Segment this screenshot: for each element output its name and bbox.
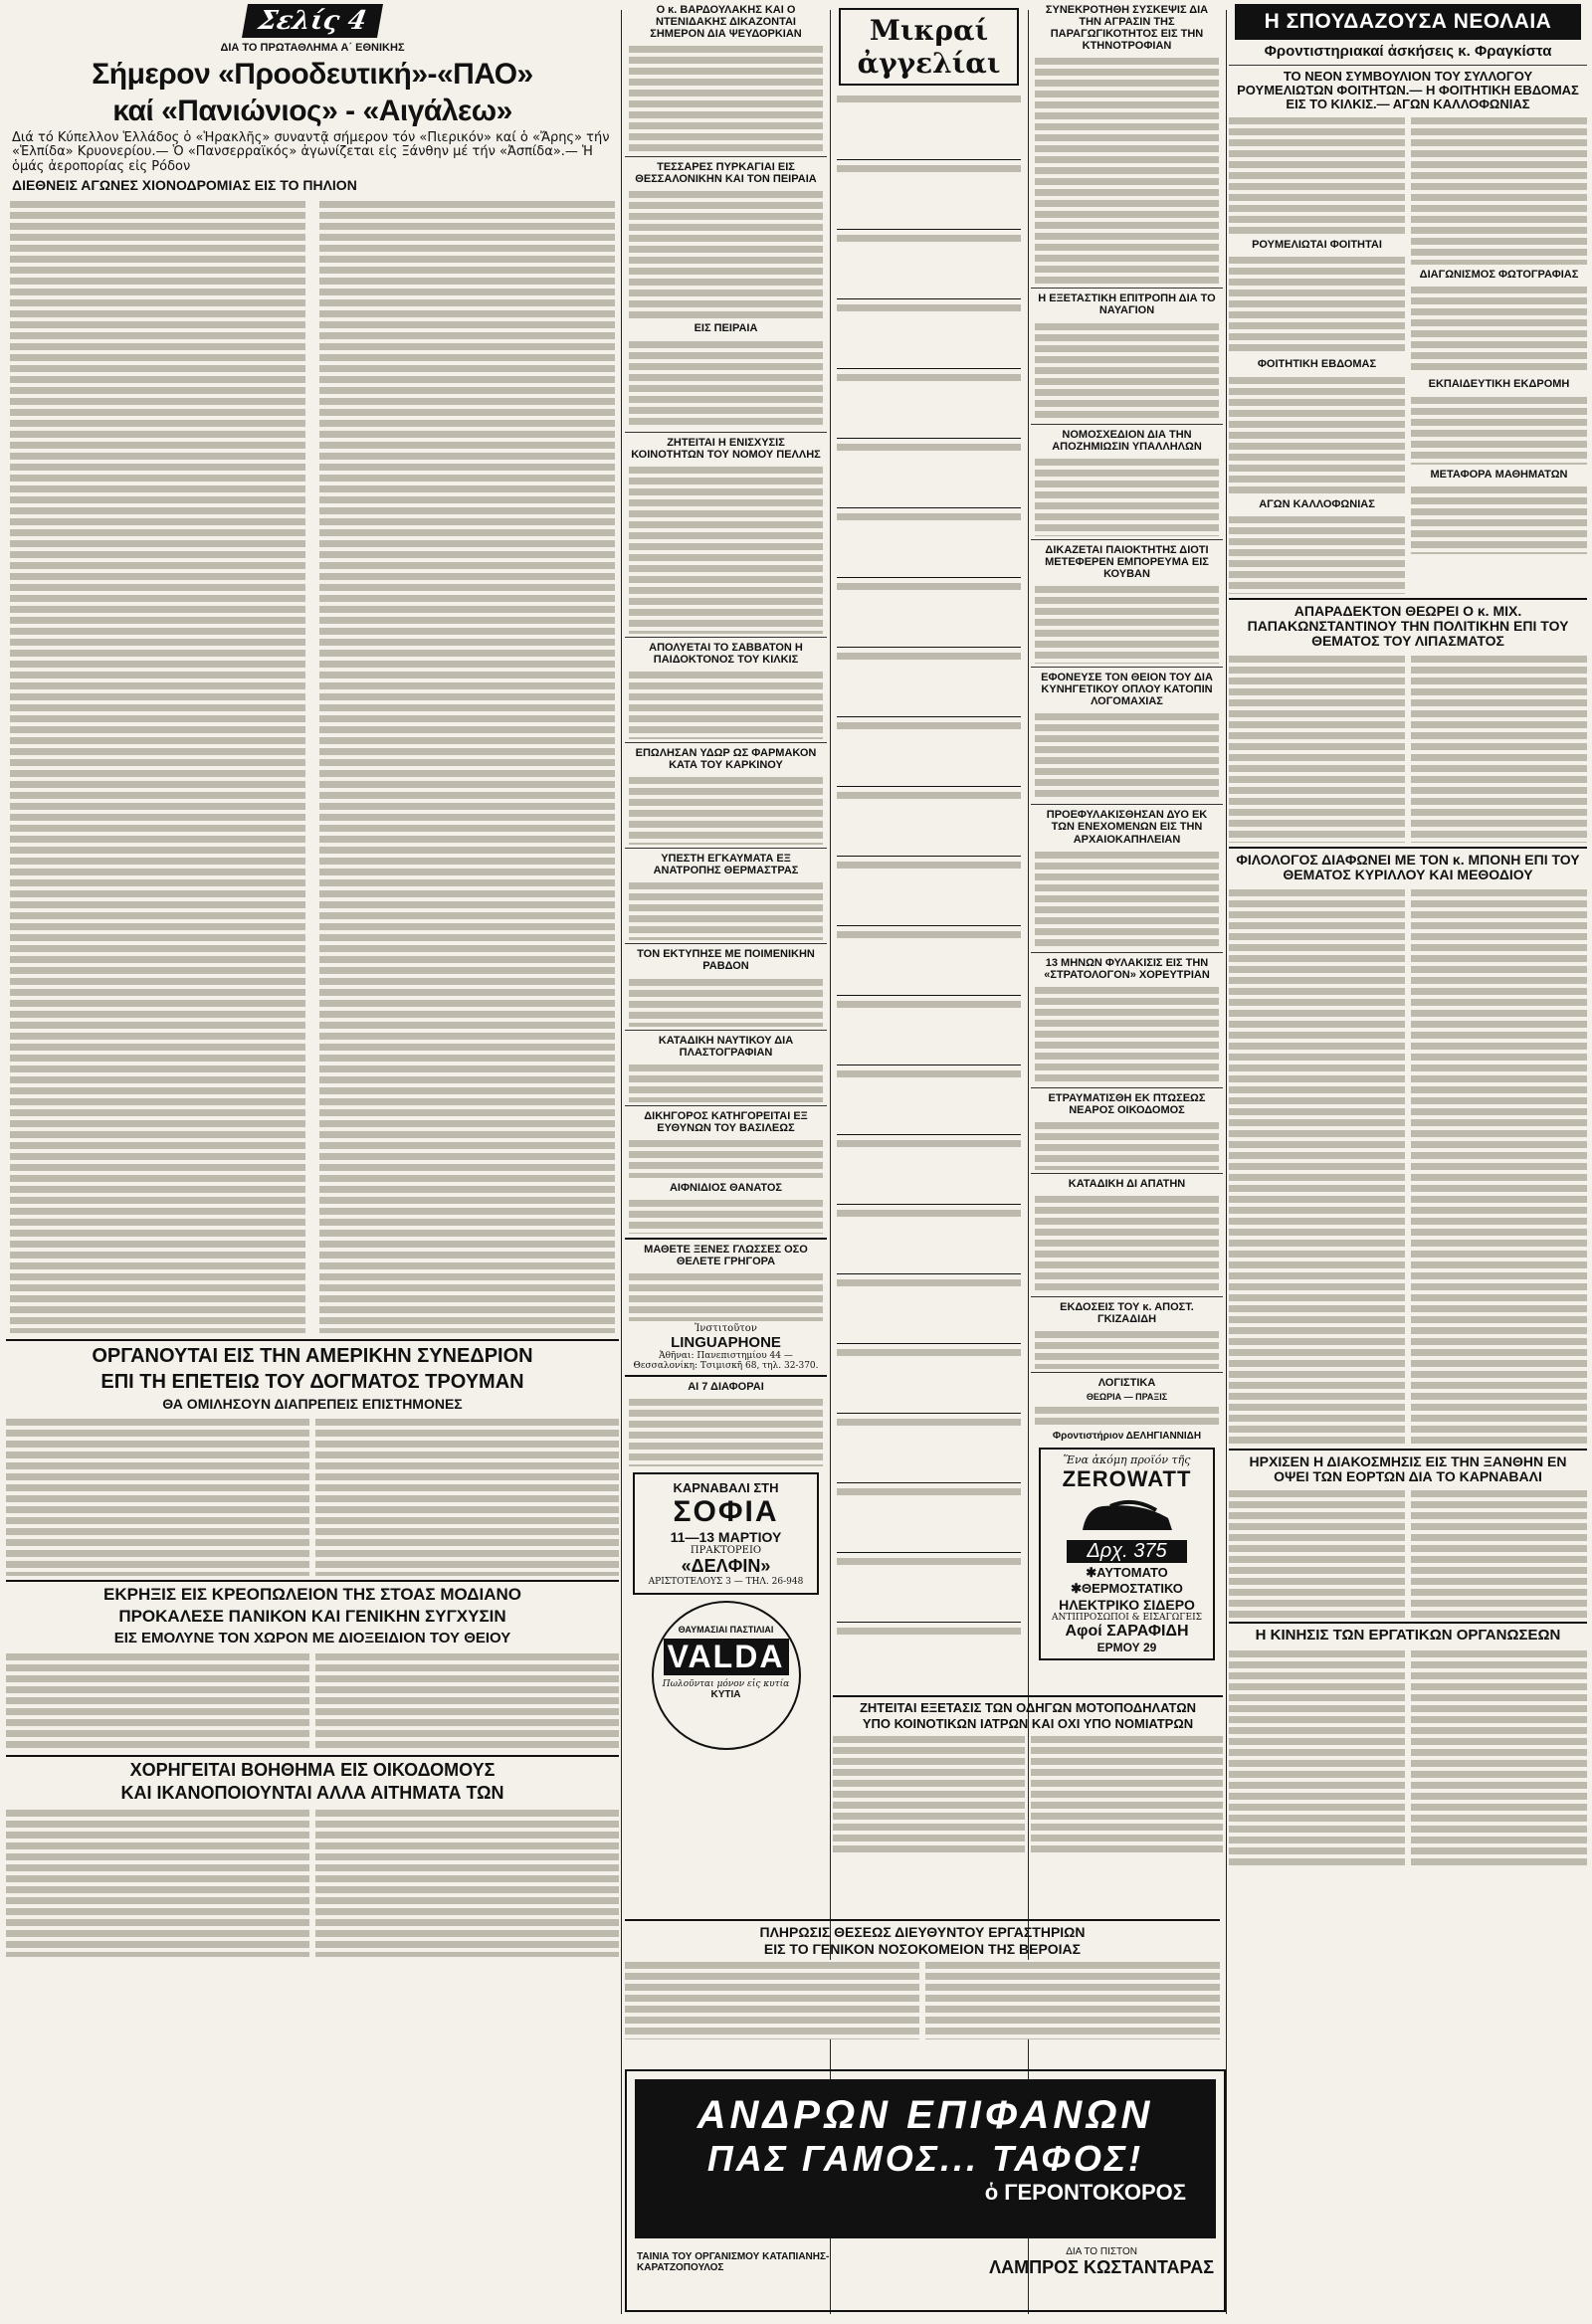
article-body: [1035, 711, 1219, 801]
ad-line: Ἕνα ἀκόμη προϊόν τῆς: [1063, 1453, 1191, 1467]
article-body: [1411, 115, 1587, 265]
headline: ΑΙΦΝΙΔΙΟΣ ΘΑΝΑΤΟΣ: [669, 1181, 783, 1194]
article-body: [629, 1063, 823, 1102]
headline: ΕΙΣ ΤΟ ΓΕΝΙΚΟΝ ΝΟΣΟΚΟΜΕΙΟΝ ΤΗΣ ΒΕΡΟΙΑΣ: [763, 1941, 1082, 1958]
column-youth: [1229, 0, 1587, 2324]
headline: ΑΠΑΡΑΔΕΚΤΟΝ ΘΕΩΡΕΙ Ο κ. ΜΙΧ. ΠΑΠΑΚΩΝΣΤΑΝΤΙΝΟΥ ΤΗΝ ΠΟΛΙΤΙΚΗΝ ΕΠΙ ΤΟΥ ΘΕΜΑΤΟΣ ΤΟΥ ΛΙΠΑΣΜΑΤΟΣ: [1247, 602, 1569, 650]
article-col: [1229, 115, 1405, 593]
headline: ΝΟΜΟΣΧΕΔΙΟΝ ΔΙΑ ΤΗΝ ΑΠΟΖΗΜΙΩΣΙΝ ΥΠΑΛΛΗΛΩΝ: [1052, 428, 1202, 453]
article-body: [629, 465, 823, 634]
ad-company: Αφοί ΣΑΡΑΦΙΔΗ: [1065, 1623, 1189, 1641]
article-body: [629, 775, 823, 845]
headline: Η ΚΙΝΗΣΙΣ ΤΩΝ ΕΡΓΑΤΙΚΩΝ ΟΡΓΑΝΩΣΕΩΝ: [1255, 1627, 1561, 1645]
film-director-label: ΔΙΑ ΤΟ ΠΙΣΤΟΝ: [1066, 2246, 1137, 2257]
ad-subheadline: ΘΕΩΡΙΑ — ΠΡΑΞΙΣ: [1086, 1392, 1168, 1403]
headline: 13 ΜΗΝΩΝ ΦΥΛΑΚΙΣΙΣ ΕΙΣ ΤΗΝ «ΣΤΡΑΤΟΛΟΓΟΝ» ΧΟΡΕΥΤΡΙΑΝ: [1044, 956, 1210, 981]
ad-feature: ✱ΑΥΤΟΜΑΤΟ: [1086, 1565, 1168, 1581]
headline: ΣΥΝΕΚΡΟΤΗΘΗ ΣΥΣΚΕΨΙΣ ΔΙΑ ΤΗΝ ΑΓΡΑΣΙΝ ΤΗΣ ΠΑΡΑΓΩΓΙΚΟΤΗΤΟΣ ΕΙΣ ΤΗΝ ΚΤΗΝΟΤΡΟΦΙΑΝ: [1045, 4, 1209, 53]
headline: ΚΑΤΑΔΙΚΗ ΝΑΥΤΙΚΟΥ ΔΙΑ ΠΛΑΣΤΟΓΡΑΦΙΑΝ: [658, 1034, 794, 1059]
column-sports: [6, 0, 619, 2324]
article-body: [1031, 1734, 1223, 1853]
article-body: [1411, 887, 1587, 1445]
section-banner: Η ΣΠΟΥΔΑΖΟΥΣΑ ΝΕΟΛΑΙΑ: [1235, 4, 1581, 40]
article-body: [833, 1734, 1025, 1853]
article-col: [1411, 115, 1587, 593]
ad-line: ΠΡΑΚΤΟΡΕΙΟ: [690, 1545, 762, 1557]
valda-ad: [652, 1601, 801, 1750]
ad-address: ΕΡΜΟΥ 29: [1096, 1641, 1157, 1655]
article-body: [629, 1397, 823, 1466]
article-body: [1411, 395, 1587, 465]
article-body: [315, 1808, 619, 1957]
headline: ΑΙ 7 ΔΙΑΦΟΡΑΙ: [688, 1381, 764, 1394]
article-body: [1411, 1648, 1587, 1867]
article-body: [6, 1808, 309, 1957]
article-body: [1411, 484, 1587, 554]
headline: ΕΠΙ ΤΗ ΕΠΕΤΕΙΩ ΤΟΥ ΔΟΓΜΑΤΟΣ ΤΡΟΥΜΑΝ: [100, 1371, 524, 1394]
headline: ΚΑΙ ΙΚΑΝΟΠΟΙΟΥΝΤΑΙ ΑΛΛΑ ΑΙΤΗΜΑΤΑ ΤΩΝ: [120, 1783, 504, 1804]
article-body: [1035, 321, 1219, 421]
spanning-article-hospital: [625, 1915, 1220, 2039]
article-body: [629, 977, 823, 1027]
article-body: [315, 1651, 619, 1751]
headline: ΕΤΡΑΥΜΑΤΙΣΘΗ ΕΚ ΠΤΩΣΕΩΣ ΝΕΑΡΟΣ ΟΙΚΟΔΟΜΟΣ: [1048, 1091, 1206, 1116]
subheadline: ΔΙΑΓΩΝΙΣΜΟΣ ΦΩΤΟΓΡΑΦΙΑΣ: [1419, 269, 1579, 282]
article-body: [1229, 514, 1405, 594]
headline: ΔΙΚΗΓΟΡΟΣ ΚΑΤΗΓΟΡΕΙΤΑΙ ΕΞ ΕΥΘΥΝΩΝ ΤΟΥ ΒΑΣΙΛΕΩΣ: [644, 1109, 808, 1134]
article-body: [1411, 654, 1587, 843]
headline: ΕΙΣ ΕΜΟΛΥΝΕ ΤΟΝ ΧΩΡΟΝ ΜΕ ΔΙΟΞΕΙΔΙΟΝ ΤΟΥ ΘΕΙΟΥ: [113, 1630, 511, 1647]
article-body: [319, 199, 615, 1333]
headline: ΦΙΛΟΛΟΓΟΣ ΔΙΑΦΩΝΕΙ ΜΕ ΤΟΝ κ. ΜΠΟΝΗ ΕΠΙ ΤΟΥ ΘΕΜΑΤΟΣ ΚΥΡΙΛΛΟΥ ΚΑΙ ΜΕΘΟΔΙΟΥ: [1236, 851, 1580, 883]
article-body: [6, 1417, 309, 1576]
ad-label: Ἰνστιτοῦτον: [695, 1323, 757, 1335]
section-subtitle: ΔΙΑ ΤΟ ΠΡΩΤΑΘΛΗΜΑ Α΄ ΕΘΝΙΚΗΣ: [220, 42, 405, 54]
article-body: [629, 1198, 823, 1234]
headline: ΔΙΚΑΖΕΤΑΙ ΠΑΙΟΚΤΗΤΗΣ ΔΙΟΤΙ ΜΕΤΕΦΕΡΕΝ ΕΜΠΟΡΕΥΜΑ ΕΙΣ ΚΟΥΒΑΝ: [1045, 543, 1209, 580]
ad-brand: LINGUAPHONE: [671, 1334, 781, 1352]
article-body: [1229, 115, 1405, 235]
ad-line: ΚΑΡΝΑΒΑΛΙ ΣΤΗ: [673, 1480, 779, 1496]
ad-city: ΣΟΦΙΑ: [673, 1495, 779, 1529]
ad-price: Δρχ. 375: [1067, 1540, 1187, 1563]
headline: ΥΠΟ ΚΟΙΝΟΤΙΚΩΝ ΙΑΤΡΩΝ ΚΑΙ ΟΧΙ ΥΠΟ ΝΟΜΙΑΤΡΩΝ: [862, 1716, 1194, 1732]
subheadline: ΦΟΙΤΗΤΙΚΗ ΕΒΔΟΜΑΣ: [1257, 358, 1377, 371]
ad-feature: ✱ΘΕΡΜΟΣΤΑΤΙΚΟ: [1071, 1581, 1183, 1597]
ad-line: ΑΝΤΙΠΡΟΣΩΠΟΙ & ΕΙΣΑΓΩΓΕΙΣ: [1052, 1613, 1202, 1624]
article-body: [1035, 1194, 1219, 1293]
ad-tutor: Φροντιστήριον ΔΕΛΗΓΙΑΝΝΙΔΗ: [1052, 1431, 1202, 1443]
article-body: [925, 1960, 1220, 2039]
subheadline: ΑΓΩΝ ΚΑΛΛΟΦΩΝΙΑΣ: [1259, 497, 1375, 510]
iron-icon: [1073, 1496, 1182, 1536]
ad-headline: ΛΟΓΙΣΤΙΚΑ: [1097, 1377, 1156, 1390]
ad-brand: ZEROWATT: [1062, 1466, 1192, 1492]
headline: ΥΠΕΣΤΗ ΕΓΚΑΥΜΑΤΑ ΕΞ ΑΝΑΤΡΟΠΗΣ ΘΕΡΜΑΣΤΡΑΣ: [653, 853, 799, 877]
film-ad: [625, 2069, 1226, 2312]
article-body: [1035, 1329, 1219, 1369]
film-ad-line2: ΠΑΣ ΓΑΜΟΣ... ΤΑΦΟΣ!: [706, 2138, 1144, 2179]
film-ad-line1: ΑΝΔΡΩΝ ΕΠΙΦΑΝΩΝ: [696, 2093, 1154, 2137]
article-body: [1229, 887, 1405, 1445]
article-body: [6, 1651, 309, 1751]
headline: ΕΚΡΗΞΙΣ ΕΙΣ ΚΡΕΟΠΩΛΕΙΟΝ ΤΗΣ ΣΤΟΑΣ ΜΟΔΙΑΝΟ: [103, 1584, 521, 1604]
column-rule: [1226, 10, 1227, 2314]
ad-slogan: Πωλοῦνται μόνον εἰς κυτία: [662, 1679, 790, 1690]
headline: ΚΑΤΑΔΙΚΗ ΔΙ ΑΠΑΤΗΝ: [1068, 1177, 1186, 1190]
film-title: ὁ ΓΕΡΟΝΤΟΚΟΡΟΣ: [984, 2180, 1186, 2205]
headline: ΑΠΟΛΥΕΤΑΙ ΤΟ ΣΑΒΒΑΤΟΝ Η ΠΑΙΔΟΚΤΟΝΟΣ ΤΟΥ ΚΙΛΚΙΣ: [649, 641, 803, 666]
subheadline: Φροντιστηριακαί ἀσκήσεις κ. Φραγκίστα: [1264, 43, 1552, 60]
headline: Σήμερον «Προοδευτική»-«ΠΑΟ»: [92, 58, 533, 92]
ad-address: Ἀθῆναι: Πανεπιστημίου 44 — Θεσσαλονίκη: Τσιμισκῆ 68, τηλ. 32-370.: [633, 1351, 819, 1372]
classified-listings: [837, 94, 1021, 1646]
headline: ΠΡΟΕΦΥΛΑΚΙΣΘΗΣΑΝ ΔΥΟ ΕΚ ΤΩΝ ΕΝΕΧΟΜΕΝΩΝ ΕΙΣ ΤΗΝ ΑΡΧΑΙΟΚΑΠΗΛΕΙΑΝ: [1046, 809, 1208, 846]
ad-line: ΘΑΥΜΑΣΙΑΙ ΠΑΣΤΙΛΙΑΙ: [678, 1625, 774, 1636]
zerowatt-ad: [1039, 1448, 1215, 1660]
article-body: [1229, 375, 1405, 494]
article-body: [1229, 255, 1405, 354]
subheadline: ΔΙΕΘΝΕΙΣ ΑΓΩΝΕΣ ΧΙΟΝΟΔΡΟΜΙΑΣ ΕΙΣ ΤΟ ΠΗΛΙΟΝ: [12, 176, 357, 193]
article-body: [1411, 1488, 1587, 1618]
article-body: [10, 199, 305, 1333]
headline: ΤΟΝ ΕΚΤΥΠΗΣΕ ΜΕ ΠΟΙΜΕΝΙΚΗΝ ΡΑΒΔΟΝ: [637, 948, 815, 973]
carnival-ad: [633, 1472, 819, 1595]
headline: ΠΡΟΚΑΛΕΣΕ ΠΑΝΙΚΟΝ ΚΑΙ ΓΕΝΙΚΗΝ ΣΥΓΧΥΣΙΝ: [118, 1607, 506, 1627]
headline: ΕΠΩΛΗΣΑΝ ΥΔΩΡ ΩΣ ΦΑΡΜΑΚΟΝ ΚΑΤΑ ΤΟΥ ΚΑΡΚΙΝΟΥ: [635, 746, 817, 772]
headline: ΟΡΓΑΝΟΥΤΑΙ ΕΙΣ ΤΗΝ ΑΜΕΡΙΚΗΝ ΣΥΝΕΔΡΙΟΝ: [92, 1345, 533, 1368]
headline: Η ΕΞΕΤΑΣΤΙΚΗ ΕΠΙΤΡΟΠΗ ΔΙΑ ΤΟ ΝΑΥΑΓΙΟΝ: [1038, 292, 1216, 317]
article-body: [1035, 850, 1219, 949]
article-body: [1035, 56, 1219, 285]
article-body: [1035, 457, 1219, 536]
article-body: [629, 189, 823, 318]
headline: ΗΡΧΙΣΕΝ Η ΔΙΑΚΟΣΜΗΣΙΣ ΕΙΣ ΤΗΝ ΞΑΝΘΗΝ ΕΝ ΟΨΕΙ ΤΩΝ ΕΟΡΤΩΝ ΔΙΑ ΤΟ ΚΑΡΝΑΒΑΛΙ: [1249, 1452, 1567, 1485]
ad-headline: ΜΑΘΕΤΕ ΞΕΝΕΣ ΓΛΩΣΣΕΣ ΟΣΟ ΘΕΛΕΤΕ ΓΡΗΓΟΡΑ: [644, 1243, 808, 1268]
article-body: [1229, 1488, 1405, 1618]
headline: ΤΟ ΝΕΟΝ ΣΥΜΒΟΥΛΙΟΝ ΤΟΥ ΣΥΛΛΟΓΟΥ ΡΟΥΜΕΛΙΩΤΩΝ ΦΟΙΤΗΤΩΝ.— Η ΦΟΙΤΗΤΙΚΗ ΕΒΔΟΜΑΣ ΕΙΣ ΤΟ ΚΙΛΚΙΣ.— ΑΓΩΝ ΚΑΛΛΟΦΩΝΙΑΣ: [1237, 68, 1579, 112]
headline: καί «Πανιώνιος» - «Αιγάλεω»: [112, 95, 512, 128]
headline: ΧΟΡΗΓΕΙΤΑΙ ΒΟΗΘΗΜΑ ΕΙΣ ΟΙΚΟΔΟΜΟΥΣ: [129, 1759, 496, 1780]
article-body: [1229, 654, 1405, 843]
article-body: [629, 1138, 823, 1178]
article-body: [629, 339, 823, 429]
ad-dates: 11—13 ΜΑΡΤΙΟΥ: [670, 1529, 782, 1546]
subheadline: ΡΟΥΜΕΛΙΩΤΑΙ ΦΟΙΤΗΤΑΙ: [1252, 239, 1382, 252]
article-body: [629, 880, 823, 940]
article-body: [1229, 1648, 1405, 1867]
film-credit: ΤΑΙΝΙΑ ΤΟΥ ΟΡΓΑΝΙΣΜΟΥ ΚΑΤΑΠΙΑΝΗΣ-ΚΑΡΑΤΖΟΠΟΥΛΟΣ: [637, 2251, 830, 2273]
column-rule: [621, 10, 622, 2314]
headline: ΤΕΣΣΑΡΕΣ ΠΥΡΚΑΓΙΑΙ ΕΙΣ ΘΕΣΣΑΛΟΝΙΚΗΝ ΚΑΙ ΤΟΝ ΠΕΙΡΑΙΑ: [635, 161, 817, 186]
article-body: [1035, 985, 1219, 1084]
ad-address: ΑΡΙΣΤΟΤΕΛΟΥΣ 3 — ΤΗΛ. 26-948: [648, 1577, 804, 1588]
headline: Ο κ. ΒΑΡΔΟΥΛΑΚΗΣ ΚΑΙ Ο ΝΤΕΝΙΔΑΚΗΣ ΔΙΚΑΖΟΝΤΑΙ ΣΗΜΕΡΟΝ ΔΙΑ ΨΕΥΔΟΡΚΙΑΝ: [650, 4, 802, 41]
article-body: [315, 1417, 619, 1576]
ad-product: ΗΛΕΚΤΡΙΚΟ ΣΙΔΕΡΟ: [1059, 1597, 1195, 1614]
page-logo: Σελίς 4: [242, 4, 383, 38]
ad-brand: VALDA: [664, 1639, 789, 1675]
ad-body: [629, 1271, 823, 1321]
article-body: [629, 44, 823, 153]
ad-body: [1035, 1405, 1219, 1427]
deck: Διά τό Κύπελλον Ἑλλάδος ὁ «Ἡρακλῆς» συναντᾷ σήμερον τόν «Πιερικόν» καί ὁ «Ἄρης» τήν «Ἑλπίδα» Κρυονερίου.— Ὁ «Πανσερραϊκός» ἀγωνίζεται εἰς Ξάνθην μέ τήν «Ἀσπίδα».— Ἡ ὁμάς ἀεροπορίας εἰς Ρόδον: [12, 130, 610, 174]
ad-line: ΚΥΤΙΑ: [710, 1689, 741, 1701]
headline: ΠΛΗΡΩΣΙΣ ΘΕΣΕΩΣ ΔΙΕΥΘΥΝΤΟΥ ΕΡΓΑΣΤΗΡΙΩΝ: [759, 1924, 1086, 1940]
classifieds-title: Μικραί ἀγγελίαι: [857, 14, 1001, 80]
subheadline: ΘΑ ΟΜΙΛΗΣΟΥΝ ΔΙΑΠΡΕΠΕΙΣ ΕΠΙΣΤΗΜΟΝΕΣ: [162, 1396, 463, 1413]
subheadline: ΜΕΤΑΦΟΡΑ ΜΑΘΗΜΑΤΩΝ: [1430, 468, 1568, 481]
film-director: ΛΑΜΠΡΟΣ ΚΩΣΤΑΝΤΑΡΑΣ: [989, 2257, 1214, 2277]
ad-agency: «ΔΕΛΦΙΝ»: [681, 1556, 771, 1577]
article-body: [1035, 1120, 1219, 1170]
headline: ΕΚΔΟΣΕΙΣ ΤΟΥ κ. ΑΠΟΣΤ. ΓΚΙΖΑΔΙΔΗ: [1060, 1301, 1194, 1326]
article-body: [629, 670, 823, 739]
subheadline: ΕΙΣ ΠΕΙΡΑΙΑ: [694, 322, 758, 335]
subheadline: ΕΚΠΑΙΔΕΥΤΙΚΗ ΕΚΔΡΟΜΗ: [1428, 378, 1570, 391]
headline: ΖΗΤΕΙΤΑΙ ΕΞΕΤΑΣΙΣ ΤΩΝ ΟΔΗΓΩΝ ΜΟΤΟΠΟΔΗΛΑΤΩΝ: [859, 1700, 1197, 1715]
article-body: [1035, 584, 1219, 664]
headline: ΕΦΟΝΕΥΣΕ ΤΟΝ ΘΕΙΟΝ ΤΟΥ ΔΙΑ ΚΥΝΗΓΕΤΙΚΟΥ ΟΠΛΟΥ ΚΑΤΟΠΙΝ ΛΟΓΟΜΑΧΙΑΣ: [1041, 672, 1213, 708]
headline: ΖΗΤΕΙΤΑΙ Η ΕΝΙΣΧΥΣΙΣ ΚΟΙΝΟΤΗΤΩΝ ΤΟΥ ΝΟΜΟΥ ΠΕΛΛΗΣ: [631, 436, 821, 461]
article-body: [1411, 285, 1587, 374]
spanning-article-exam: [833, 1691, 1223, 1853]
article-body: [625, 1960, 919, 2039]
